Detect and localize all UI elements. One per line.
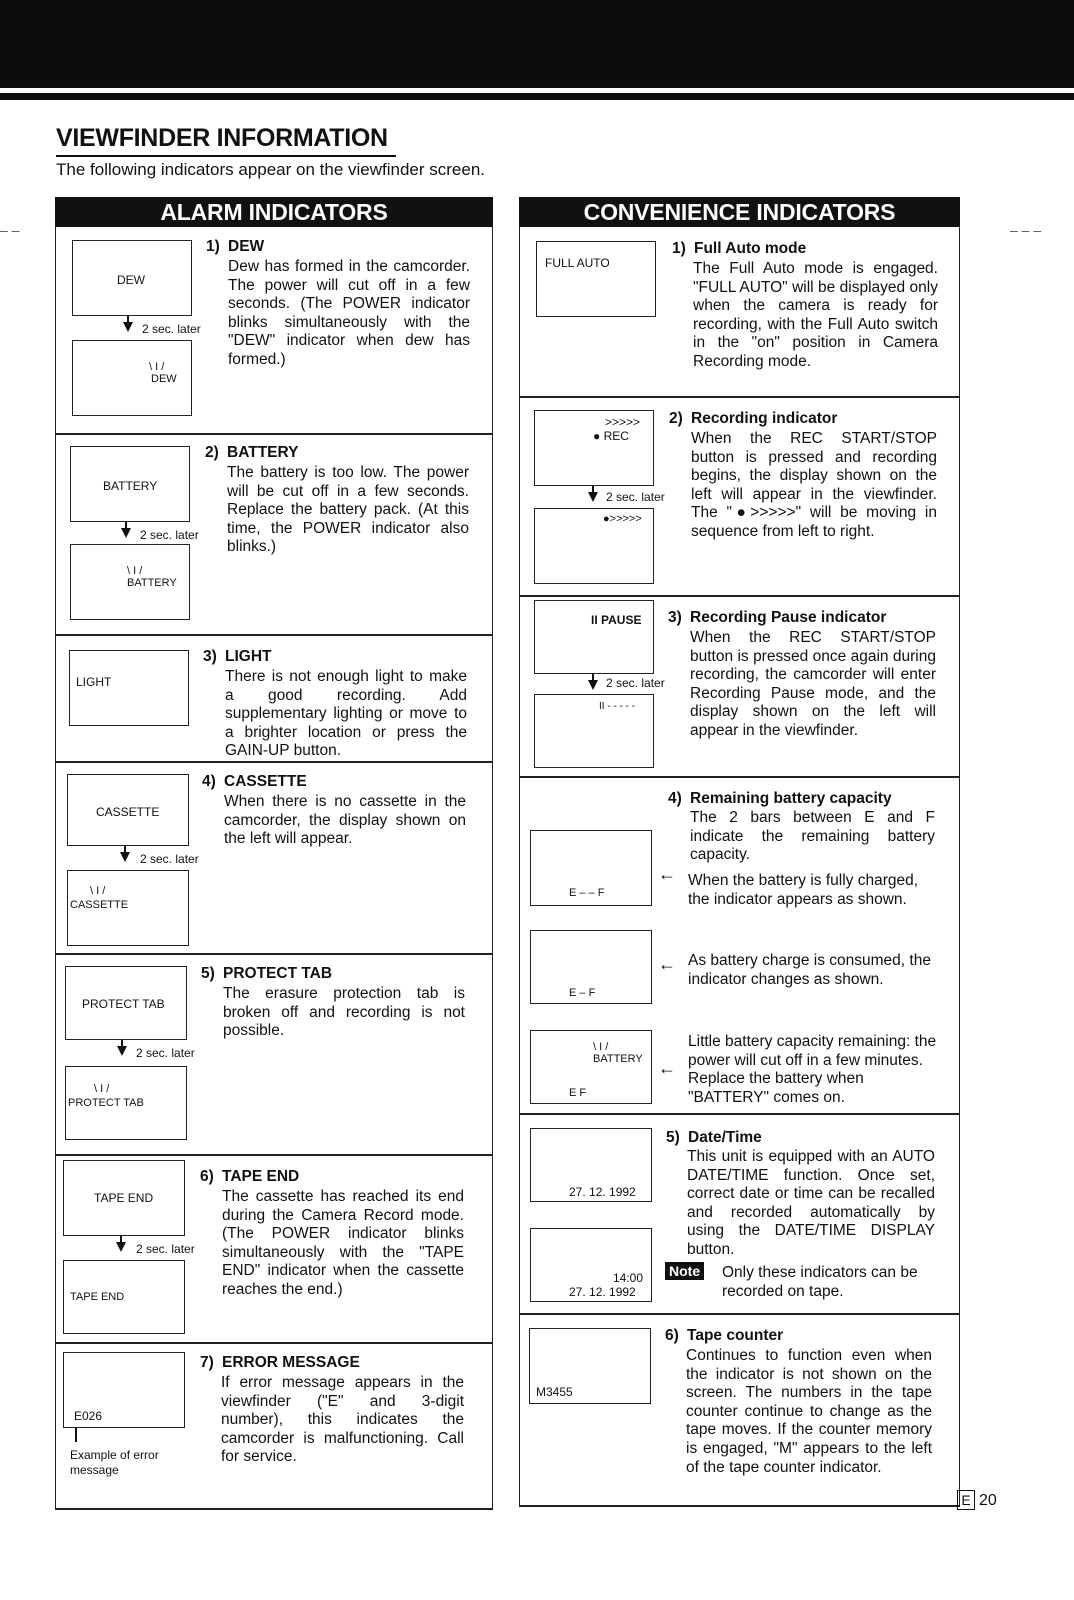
conv-recording-title: 2) Recording indicator (669, 410, 838, 427)
conv-pause-text: When the REC START/STOP button is pressed once again during recording, the camcorder will enter Recording Pause mode, and the display shown on the left will appear in the viewfinder. (690, 629, 936, 739)
time-screen-label: 14:00 (613, 1271, 644, 1285)
battery-note-low: Little battery capacity remaining: the power will cut off in a few minutes. Replace the battery when "BATTERY" comes on. (688, 1033, 937, 1106)
title-underline (56, 155, 396, 157)
divider (519, 396, 960, 398)
date-screen-label-2: 27. 12. 1992 (569, 1285, 636, 1299)
conv-tape-counter-title: 6) Tape counter (665, 1327, 784, 1344)
left-arrow-icon: ← (658, 954, 676, 974)
date-screen-label: 27. 12. 1992 (569, 1185, 636, 1199)
battery-screen (70, 446, 190, 522)
alarm-light-title: 3) LIGHT (203, 648, 272, 665)
divider (519, 776, 960, 778)
down-arrow-icon (121, 528, 131, 538)
date-screen (530, 1128, 652, 1202)
crop-mark-left: – – (0, 222, 20, 238)
divider (519, 595, 960, 597)
rec-screen (534, 410, 654, 486)
dew-blink-screen (72, 340, 192, 416)
alarm-error-title: 7) ERROR MESSAGE (200, 1354, 360, 1371)
blink-rays-icon: \ I / (127, 565, 143, 577)
alarm-cassette-title: 4) CASSETTE (202, 773, 307, 790)
battery-consumed-label: E – F (569, 987, 596, 999)
tape-end-blink-label: TAPE END (70, 1291, 125, 1303)
later-label: 2 sec. later (136, 1242, 195, 1256)
top-banner (0, 0, 1074, 88)
alarm-dew-text: Dew has formed in the camcorder. The power will cut off in a few seconds. (The POWER indicator blinks simultaneously with the "DEW" indicator when dew has formed.) (228, 258, 470, 368)
alarm-tape-end-text: The cassette has reached its end during the Camera Record mode. (The POWER indicator blinks simultaneously with the "TAPE END" indicator when the cassette reaches the end.) (222, 1188, 464, 1298)
battery-full-screen (530, 830, 652, 906)
alarm-dew-title: 1) DEW (206, 238, 265, 255)
battery-screen-label: BATTERY (103, 479, 158, 493)
battery-full-label: E – – F (569, 887, 605, 899)
later-label: 2 sec. later (606, 490, 665, 504)
conv-pause-title: 3) Recording Pause indicator (668, 609, 887, 626)
conv-full-auto-title: 1) Full Auto mode (672, 240, 807, 257)
tape-end-blink-screen (63, 1260, 185, 1334)
later-label: 2 sec. later (606, 676, 665, 690)
later-label: 2 sec. later (142, 322, 201, 336)
alarm-error-text: If error message appears in the viewfinder ("E" and 3-digit number), this indicates the camcorder is malfunctioning. Call for service. (221, 1374, 464, 1466)
alarm-bottom-rule (55, 1508, 493, 1510)
battery-note-full: When the battery is fully charged, the indicator appears as shown. (688, 872, 919, 908)
rec-screen-label: ● REC (593, 429, 629, 443)
divider (55, 761, 493, 763)
light-screen-label: LIGHT (76, 675, 112, 689)
pause-screen (534, 600, 654, 674)
convenience-heading: CONVENIENCE INDICATORS (519, 197, 960, 227)
down-arrow-icon (116, 1242, 126, 1252)
crop-mark-right: – – – (1010, 222, 1042, 238)
protect-tab-screen (65, 966, 187, 1040)
tape-end-screen (63, 1160, 185, 1236)
conv-date-time-text: This unit is equipped with an AUTO DATE/TIME function. Once set, correct date or time can be recalled and recorded automatically by using the DATE/TIME DISPLAY button. (687, 1148, 935, 1258)
blink-rays-icon: \ I / (593, 1041, 609, 1053)
battery-low-screen (530, 1030, 652, 1104)
top-rule (0, 93, 1074, 100)
rec-moving-screen (534, 508, 654, 584)
battery-consumed-screen (530, 930, 652, 1004)
cassette-blink-label: CASSETTE (70, 899, 129, 911)
down-arrow-icon (117, 1046, 127, 1056)
full-auto-screen (536, 241, 656, 317)
divider (519, 1113, 960, 1115)
cassette-screen-label: CASSETTE (96, 805, 160, 819)
divider (55, 433, 493, 435)
alarm-heading: ALARM INDICATORS (55, 197, 493, 227)
tape-counter-screen (529, 1328, 651, 1404)
date-time-note: Only these indicators can be recorded on tape. (722, 1264, 918, 1300)
date-time-screen (530, 1228, 652, 1302)
alarm-battery-text: The battery is too low. The power will be cut off in a few seconds. Replace the battery pack. (At this time, the POWER indicator also blinks.) (227, 464, 469, 556)
pause-blink-label: II - - - - - (599, 701, 636, 712)
error-caption: Example of error message (70, 1448, 159, 1477)
divider (55, 1154, 493, 1156)
full-auto-screen-label: FULL AUTO (545, 256, 610, 270)
down-arrow-icon (120, 852, 130, 862)
error-screen-label: E026 (74, 1409, 103, 1423)
rec-moving-label: ●>>>>> (603, 513, 642, 525)
blink-rays-icon: \ I / (94, 1083, 110, 1095)
divider (55, 953, 493, 955)
left-arrow-icon: ← (658, 1058, 676, 1078)
cassette-blink-screen (67, 870, 189, 946)
tape-counter-label: M3455 (536, 1385, 573, 1399)
down-arrow-icon (123, 322, 133, 332)
alarm-light-text: There is not enough light to make a good recording. Add supplementary lighting or move to a brighter location or press the GAIN-UP button. (225, 668, 467, 760)
rec-progress-label: >>>>> (605, 415, 641, 429)
down-arrow-icon (588, 680, 598, 690)
left-arrow-icon: ← (658, 864, 676, 884)
light-screen (69, 650, 189, 726)
divider (55, 1342, 493, 1344)
protect-tab-screen-label: PROTECT TAB (82, 997, 165, 1011)
page-number-text: 20 (979, 1492, 997, 1509)
page-subtitle: The following indicators appear on the viewfinder screen. (56, 160, 486, 179)
dew-blink-label: DEW (151, 373, 177, 385)
divider (519, 1313, 960, 1315)
conv-battery-text: The 2 bars between E and F indicate the remaining battery capacity. (690, 809, 935, 864)
conv-recording-text: When the REC START/STOP button is pressed and recording begins, the display shown on the left will appear in the viewfinder. The "●>>>>>" will be moving in sequence from left to right. (691, 430, 937, 540)
later-label: 2 sec. later (140, 528, 199, 542)
caption-pointer (75, 1428, 77, 1442)
later-label: 2 sec. later (140, 852, 199, 866)
page-marker: E (957, 1490, 975, 1510)
convenience-bottom-rule (519, 1505, 960, 1507)
battery-blink-label: BATTERY (127, 577, 177, 589)
battery-blink-screen (70, 544, 190, 620)
alarm-battery-title: 2) BATTERY (205, 444, 299, 461)
cassette-screen (67, 774, 189, 846)
battery-low-label: BATTERY (593, 1053, 643, 1065)
conv-date-time-title: 5) Date/Time (666, 1129, 762, 1146)
protect-tab-blink-screen (65, 1066, 187, 1140)
page-number (957, 1490, 997, 1510)
alarm-protect-tab-title: 5) PROTECT TAB (201, 965, 333, 982)
error-screen (63, 1352, 185, 1428)
alarm-protect-tab-text: The erasure protection tab is broken off and recording is not possible. (223, 985, 465, 1040)
note-badge: Note (665, 1262, 704, 1280)
later-label: 2 sec. later (136, 1046, 195, 1060)
conv-tape-counter-text: Continues to function even when the indicator is not shown on the screen. The numbers in the tape counter continue to change as the tape moves. If the counter memory is engaged, "M" appears to the left of the tape counter indicator. (686, 1347, 932, 1476)
blink-rays-icon: \ I / (90, 885, 106, 897)
dew-screen-label: DEW (117, 273, 145, 287)
down-arrow-icon (588, 492, 598, 502)
battery-note-consumed: As battery charge is consumed, the indicator changes as shown. (688, 952, 931, 988)
tape-end-screen-label: TAPE END (94, 1191, 154, 1205)
divider (55, 634, 493, 636)
dew-screen (72, 240, 192, 316)
battery-low-gauge: E F (569, 1087, 587, 1099)
alarm-tape-end-title: 6) TAPE END (200, 1168, 300, 1185)
protect-tab-blink-label: PROTECT TAB (68, 1097, 144, 1109)
blink-rays-icon: \ I / (149, 361, 165, 373)
alarm-cassette-text: When there is no cassette in the camcorder, the display shown on the left will appear. (224, 793, 466, 848)
conv-battery-title: 4) Remaining battery capacity (668, 790, 892, 807)
page-title: VIEWFINDER INFORMATION (56, 124, 388, 152)
pause-blink-screen (534, 694, 654, 768)
conv-full-auto-text: The Full Auto mode is engaged. "FULL AUTO" will be displayed only when the camera is ready for recording, with the Full Auto switch in the "on" position in Camera Recording mode. (693, 260, 938, 370)
pause-screen-label: II PAUSE (591, 613, 642, 627)
